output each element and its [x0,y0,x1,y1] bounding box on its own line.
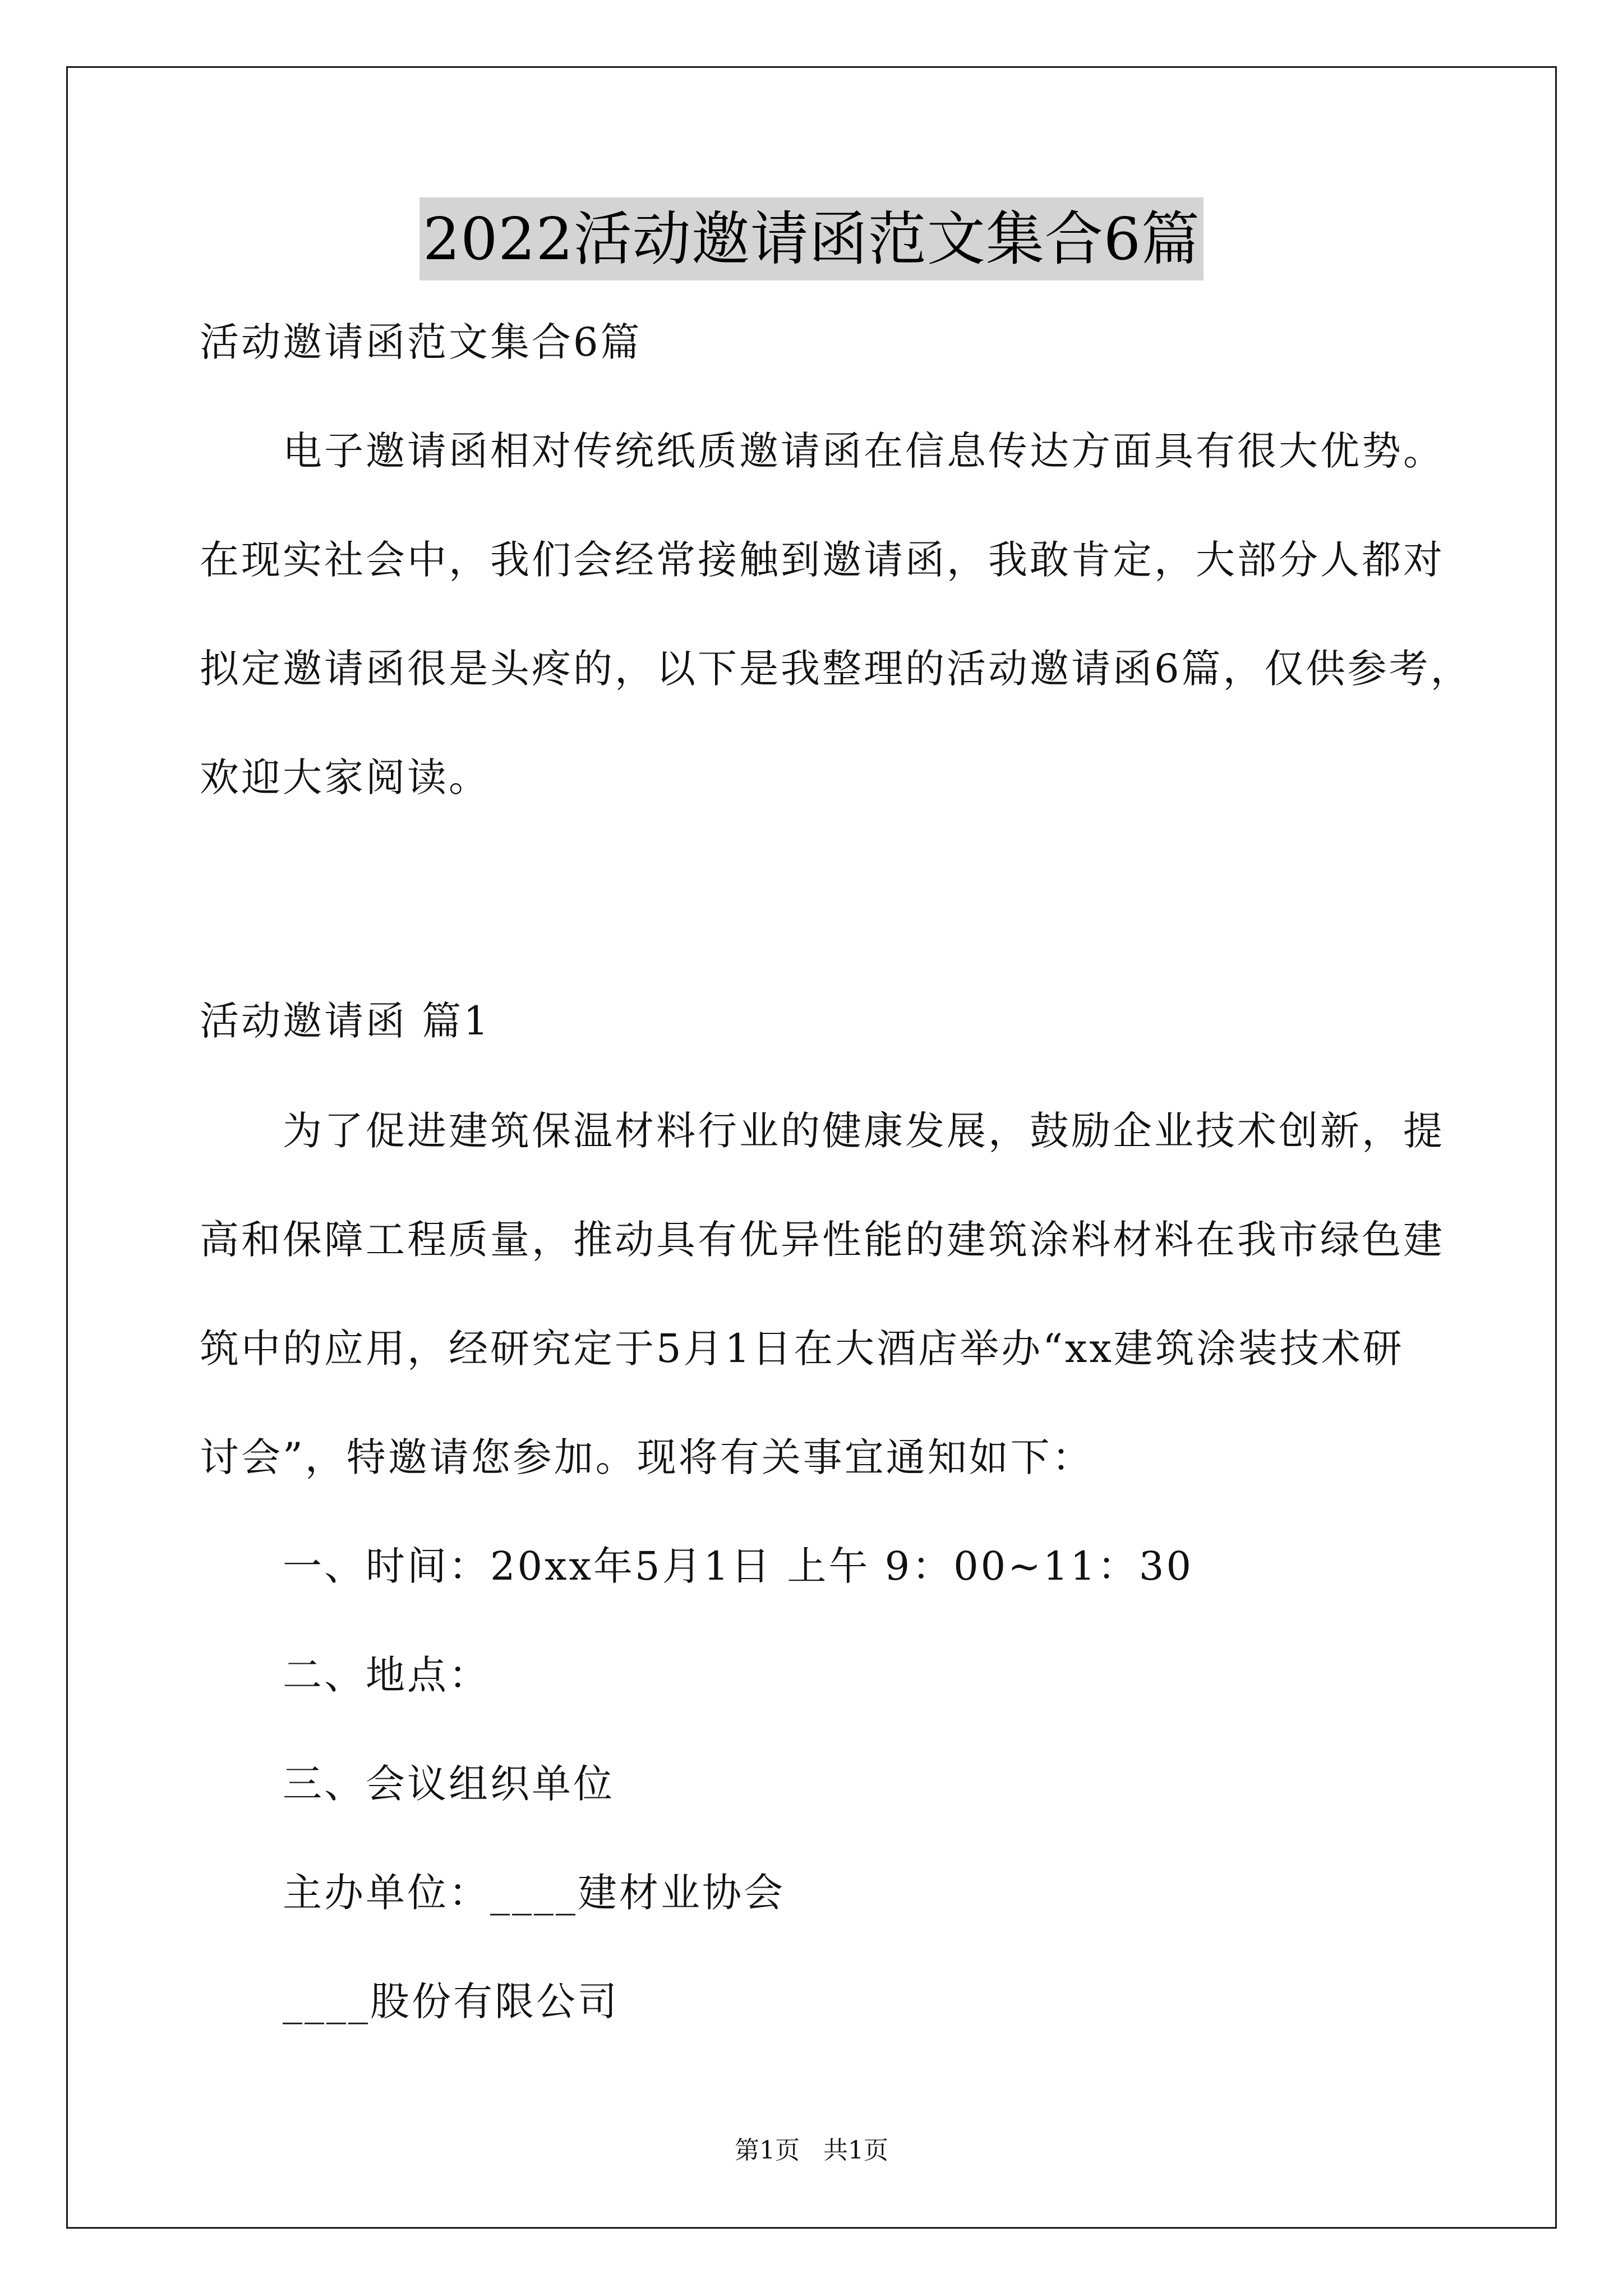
paragraph-line: 拟定邀请函很是头疼的，以下是我整理的活动邀请函6篇，仅供参考， [200,646,1472,692]
page-footer [0,2134,1623,2168]
location-line: 二、地点： [200,1652,490,1698]
subtitle-line: 活动邀请函范文集合6篇 [200,319,642,365]
document-title: 2022活动邀请函范文集合6篇 [419,197,1204,280]
paragraph-line: 讨会”，特邀请您参加。现将有关事宜通知如下： [200,1434,1094,1480]
title-container [0,197,1623,280]
company-line: ____股份有限公司 [200,1978,619,2024]
time-line: 一、时间：20xx年5月1日 上午 9：00~11：30 [200,1543,1194,1589]
paragraph-line: 欢迎大家阅读。 [200,754,490,800]
host-line: 主办单位：____建材业协会 [200,1870,785,1916]
organizer-heading: 三、会议组织单位 [200,1761,615,1807]
paragraph-line: 为了促进建筑保温材料行业的健康发展，鼓励企业技术创新，提 [200,1108,1445,1154]
page-number: 第1页 [735,2136,800,2165]
paragraph-line: 电子邀请函相对传统纸质邀请函在信息传达方面具有很大优势。 [200,428,1445,474]
page-total: 共1页 [823,2136,888,2165]
paragraph-line: 高和保障工程质量，推动具有优异性能的建筑涂料材料在我市绿色建 [200,1217,1445,1263]
paragraph-line: 在现实社会中，我们会经常接触到邀请函，我敢肯定，大部分人都对 [200,537,1445,583]
section-heading: 活动邀请函 篇1 [200,998,491,1044]
paragraph-line: 筑中的应用，经研究定于5月1日在大酒店举办“xx建筑涂装技术研 [200,1326,1404,1372]
